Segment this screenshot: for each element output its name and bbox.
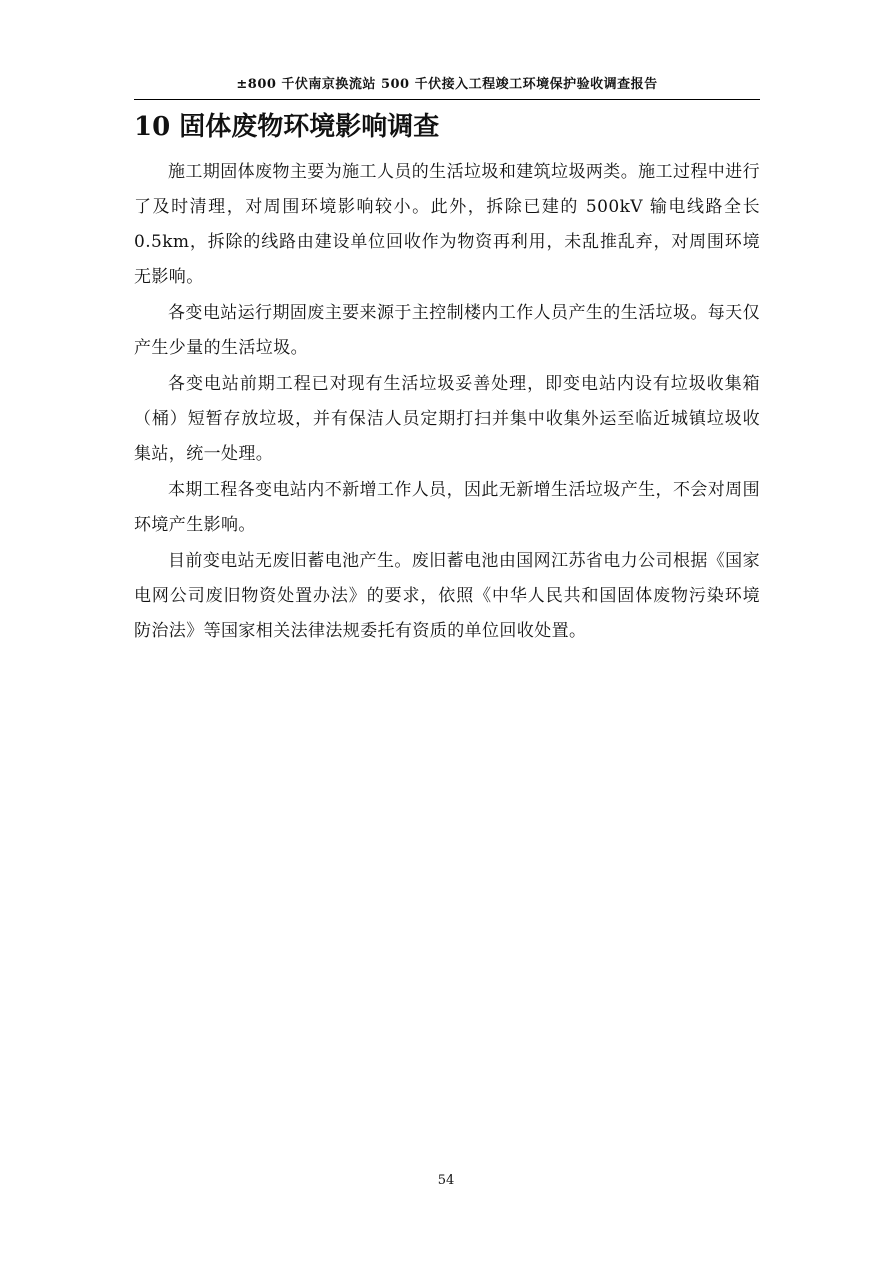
body-text <box>134 155 760 650</box>
header-rule <box>134 99 760 100</box>
running-header: ±800 千伏南京换流站 500 千伏接入工程竣工环境保护验收调查报告 <box>236 77 658 92</box>
paragraph-operation-waste: 各变电站运行期固废主要来源于主控制楼内工作人员产生的生活垃圾。每天仅产生少量的生活垃圾。 <box>134 303 760 358</box>
paragraph-no-new-staff: 本期工程各变电站内不新增工作人员，因此无新增生活垃圾产生，不会对周围环境产生影响。 <box>134 480 760 535</box>
paragraph-battery-disposal: 目前变电站无废旧蓄电池产生。废旧蓄电池由国网江苏省电力公司根据《国家电网公司废旧物资处置办法》的要求，依照《中华人民共和国固体废物污染环境防治法》等国家相关法律法规委托有资质的单位回收处置。 <box>134 551 760 641</box>
page-number: 54 <box>437 1173 455 1188</box>
section-heading: 10 固体废物环境影响调查 <box>134 112 440 142</box>
paragraph-existing-treatment: 各变电站前期工程已对现有生活垃圾妥善处理，即变电站内设有垃圾收集箱（桶）短暂存放垃圾，并有保洁人员定期打扫并集中收集外运至临近城镇垃圾收集站，统一处理。 <box>134 374 760 464</box>
paragraph-construction-waste: 施工期固体废物主要为施工人员的生活垃圾和建筑垃圾两类。施工过程中进行了及时清理，对周围环境影响较小。此外，拆除已建的 500kV 输电线路全长 0.5km，拆除的线路由建设单位回收作为物资再利用，未乱推乱弃，对周围环境无影响。 <box>134 162 760 287</box>
